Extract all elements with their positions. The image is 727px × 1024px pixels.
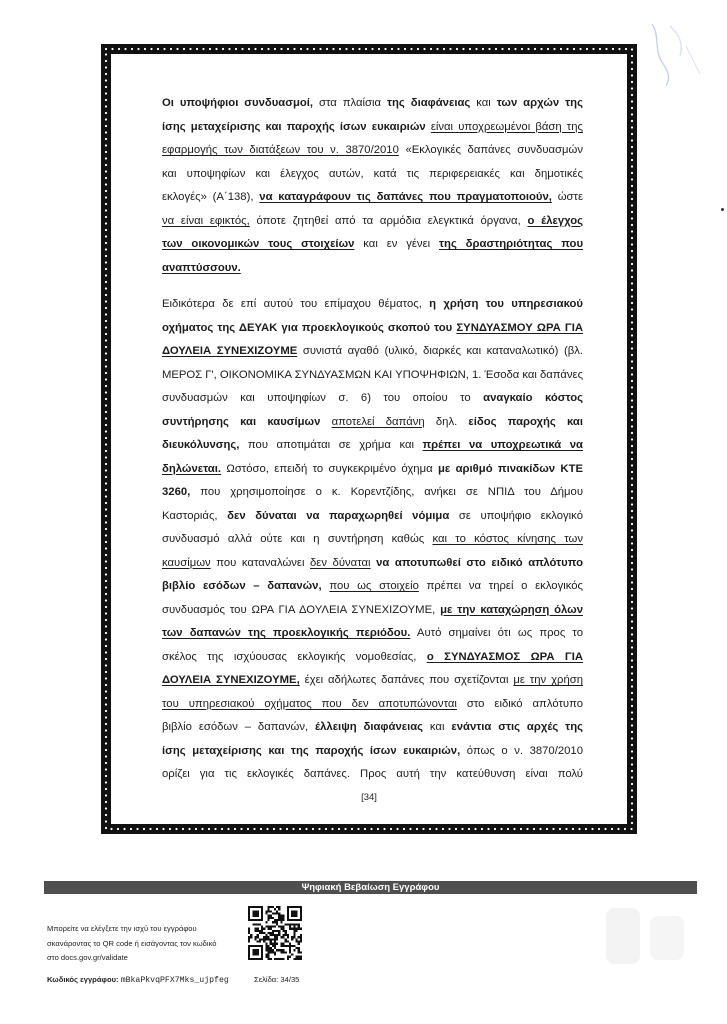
line-content (162, 97, 583, 109)
line-content (162, 144, 583, 156)
text-run: Ωστόσο, επειδή το συγκεκριμένο όχημα (221, 462, 438, 475)
text-line (162, 552, 583, 576)
text-run: στο ειδικό απλότυπο (456, 697, 584, 710)
document-code-value: mBkaPkvqPFX7Mks_ujpfeg (120, 976, 229, 985)
paragraph (162, 92, 583, 280)
paragraph (162, 293, 583, 787)
text-line (162, 622, 583, 646)
text-line (162, 116, 583, 140)
text-run: εκλογές» (Α΄138), (162, 191, 260, 203)
text-line (162, 139, 583, 163)
text-run: «Εκλογικές δαπάνες συνδυασμών (398, 144, 583, 156)
document-body (162, 92, 583, 787)
line-content (162, 768, 583, 780)
line-content (162, 392, 583, 404)
bold-text: δεν δύναται να παραχωρηθεί νόμιμα (227, 509, 450, 522)
document-code (47, 974, 229, 987)
bold-underlined-text: πρέπει να υποχρεωτικά να (422, 439, 583, 451)
text-line (162, 364, 583, 388)
text-run: δηλ. (424, 415, 469, 428)
bold-underlined-text: αναπτύσσουν. (162, 261, 241, 274)
line-content (162, 262, 241, 274)
line-content (162, 238, 583, 250)
text-run: συνιστά αγαθό (υλικό, διαρκές και καταναλωτικό) (βλ. (297, 345, 584, 357)
text-line (162, 317, 583, 341)
validation-line: σκανάροντας το QR code ή εισάγοντας τον κωδικό (47, 938, 217, 948)
qr-code (248, 906, 302, 960)
bold-text: διευκόλυνσης, (162, 439, 240, 451)
text-line (162, 434, 583, 458)
line-content (162, 191, 583, 203)
line-content (162, 533, 583, 545)
digital-certification-banner: Ψηφιακή Βεβαίωση Εγγράφου (44, 881, 697, 894)
text-line (162, 528, 583, 552)
line-content (162, 651, 583, 663)
text-run: ορίζει για τις εκλογικές δαπάνες. Προς αυτή την κατεύθυνση είναι πολύ (162, 768, 583, 780)
text-run: σε υποψήφιο εκλογικό (449, 509, 583, 522)
bold-underlined-text: ο έλεγχος (527, 214, 583, 227)
text-line (162, 293, 583, 317)
bold-text: να αποτυπωθεί στο ειδικό απλότυπο (376, 556, 583, 569)
text-run: Αυτό σημαίνει ότι ως προς το (410, 627, 583, 639)
text-run: που αποτιμάται σε χρήμα και (239, 439, 423, 451)
line-content (162, 557, 583, 569)
line-content (162, 580, 583, 592)
text-run: Ειδικότερα δε επί αυτού του επίμαχου θέματος, (162, 298, 430, 310)
underlined-text: καυσίμων (162, 556, 211, 569)
text-line (162, 186, 583, 210)
text-line (162, 693, 583, 717)
bold-text: ίσης μεταχείρισης και παροχής ίσων ευκαιριών (162, 120, 426, 133)
watermark-logo (598, 902, 694, 972)
text-line (162, 387, 583, 411)
text-line (162, 646, 583, 670)
bold-text: της διαφάνειας (386, 97, 471, 109)
bold-text: οχήματος της ΔΕΥΑΚ για προεκλογικούς σκοπού του (162, 321, 453, 334)
text-line (162, 163, 583, 187)
underlined-text: και το κόστος κίνησης των (432, 533, 584, 545)
bold-text: βιβλίο εσόδων – δαπανών, (162, 580, 322, 592)
underlined-text: δεν δύναται (310, 556, 371, 569)
line-content (162, 721, 583, 733)
text-run: Καστοριάς, (162, 509, 228, 522)
line-content (162, 298, 583, 310)
text-line (162, 716, 583, 740)
page-counter: Σελίδα: 34/35 (254, 975, 300, 984)
bold-underlined-text: ΔΟΥΛΕΙΑ ΣΥΝΕΧΙΖΟΥΜΕ (162, 345, 298, 357)
line-content (162, 322, 583, 334)
text-line (162, 233, 583, 257)
text-run: έχει αδήλωτες δαπάνες που σχετίζονται (299, 674, 514, 686)
text-run: που καταναλώνει (210, 556, 311, 569)
line-content (162, 463, 583, 475)
text-line (162, 763, 583, 787)
text-run: συνδυασμό αλλά ούτε και η συντήρηση καθώς (162, 533, 433, 545)
text-run: ΜΕΡΟΣ Γ', ΟΙΚΟΝΟΜΙΚΑ ΣΥΝΔΥΑΣΜΩΝ ΚΑΙ ΥΠΟΨΗΦΙΩΝ, 1. Έσοδα και δαπάνες (162, 368, 583, 381)
bold-underlined-text: ΣΥΝΔΥΑΣΜΟΥ ΩΡΑ ΓΙΑ (456, 321, 583, 334)
text-run: πρέπει να τηρεί ο εκλογικός (418, 580, 583, 592)
line-content (162, 674, 583, 686)
text-line (162, 505, 583, 529)
bold-underlined-text: των οικονομικών τους στοιχείων (162, 238, 355, 250)
line-content (162, 416, 583, 428)
line-content (162, 698, 583, 710)
line-content (162, 627, 583, 639)
text-run: σκέλος της ισχύουσας εκλογικής νομοθεσίας, (162, 650, 427, 663)
underlined-text: με την χρήση (513, 674, 583, 686)
text-line (162, 340, 583, 364)
bold-underlined-text: με την καταχώρηση όλων (440, 603, 583, 616)
underlined-text: να είναι εφικτός, (162, 214, 250, 227)
text-line (162, 669, 583, 693)
bold-underlined-text: της δραστηριότητας που (439, 238, 584, 250)
text-run: συνδυασμών και υποψηφίων σ. 6) του οποίου το (162, 392, 484, 404)
bold-underlined-text: δηλώνεται. (162, 462, 222, 475)
text-run: και υποψηφίων και έλεγχος αυτών, κατά τις περιφερειακές και δημοτικές (162, 167, 583, 180)
bold-underlined-text: ΔΟΥΛΕΙΑ ΣΥΝΕΧΙΖΟΥΜΕ, (162, 674, 300, 686)
bold-text: αναγκαίο κόστος (483, 392, 584, 404)
bold-text: ενάντια στις αρχές της (451, 721, 583, 733)
bold-underlined-text: να καταγράφουν τις δαπάνες που πραγματοποιούν, (259, 191, 552, 203)
page-number: [34] (361, 792, 377, 803)
text-run: βιβλίο εσόδων – δαπανών, (162, 721, 316, 733)
line-content (162, 121, 583, 133)
bold-underlined-text: ο ΣΥΝΔΥΑΣΜΟΣ ΩΡΑ ΓΙΑ (426, 650, 584, 663)
text-run (320, 416, 331, 428)
bold-text: ίσης μεταχείρισης και της παροχής ίσων ευκαιριών, (162, 744, 461, 757)
text-run: συνδυασμός του ΩΡΑ ΓΙΑ ΔΟΥΛΕΙΑ ΣΥΝΕΧΙΖΟΥΜΕ, (162, 603, 441, 616)
text-run: που χρησιμοποίησε ο κ. Κορεντζίδης, ανήκει σε ΝΠΙΔ του Δήμου (190, 486, 583, 498)
text-run: και (470, 97, 497, 109)
text-run: όποτε ζητηθεί από τα αρμόδια ελεγκτικά όργανα, (249, 214, 528, 227)
underlined-text: εφαρμογής των διατάξεων του ν. 3870/2010 (162, 144, 399, 156)
underlined-text: του υπηρεσιακού οχήματος που δεν αποτυπώνονται (162, 697, 457, 710)
bold-text: είδος παροχής και (468, 415, 583, 428)
bold-text: 3260, (162, 486, 191, 498)
validation-instructions (47, 922, 237, 966)
underlined-text: που ως στοιχείο (329, 580, 419, 592)
text-line (162, 599, 583, 623)
text-line (162, 210, 583, 234)
text-line (162, 575, 583, 599)
line-content (162, 168, 583, 180)
text-run: και (423, 721, 452, 733)
document-code-label: Κωδικός εγγράφου: (47, 975, 119, 984)
text-line (162, 257, 583, 281)
line-content (162, 604, 583, 616)
line-content (162, 215, 583, 227)
text-run: στα πλαίσια (313, 97, 387, 109)
line-content (162, 369, 583, 381)
line-content (162, 439, 583, 451)
validation-line: Μπορείτε να ελέγξετε την ισχύ του εγγράφου (47, 924, 197, 933)
text-line (162, 481, 583, 505)
bold-underlined-text: των δαπανών της προεκλογικής περιόδου. (162, 627, 411, 639)
line-content (162, 345, 583, 357)
line-content (162, 486, 583, 498)
text-run: ώστε (551, 191, 583, 203)
scan-speck (721, 208, 724, 211)
text-line (162, 458, 583, 482)
bold-text: των αρχών της (496, 97, 583, 109)
text-line (162, 92, 583, 116)
line-content (162, 510, 583, 522)
bold-text: συντήρησης και καυσίμων (162, 415, 321, 428)
text-run: όπως ο ν. 3870/2010 (460, 744, 583, 757)
line-content (162, 745, 583, 757)
underlined-text: είναι υποχρεωμένοι βάση της (430, 120, 584, 133)
bold-text: Οι υποψήφιοι συνδυασμοί, (162, 97, 314, 109)
stamp-mark (640, 16, 712, 88)
text-line (162, 740, 583, 764)
validation-line: στο docs.gov.gr/validate (47, 953, 128, 962)
bold-text: η χρήση του υπηρεσιακού (429, 298, 583, 310)
bold-text: με αριθμό πινακίδων ΚΤΕ (437, 462, 584, 475)
text-line (162, 411, 583, 435)
text-run: και εν γένει (354, 238, 439, 250)
bold-text: έλλειψη διαφάνειας (315, 721, 424, 733)
underlined-text: αποτελεί δαπάνη (331, 415, 425, 428)
